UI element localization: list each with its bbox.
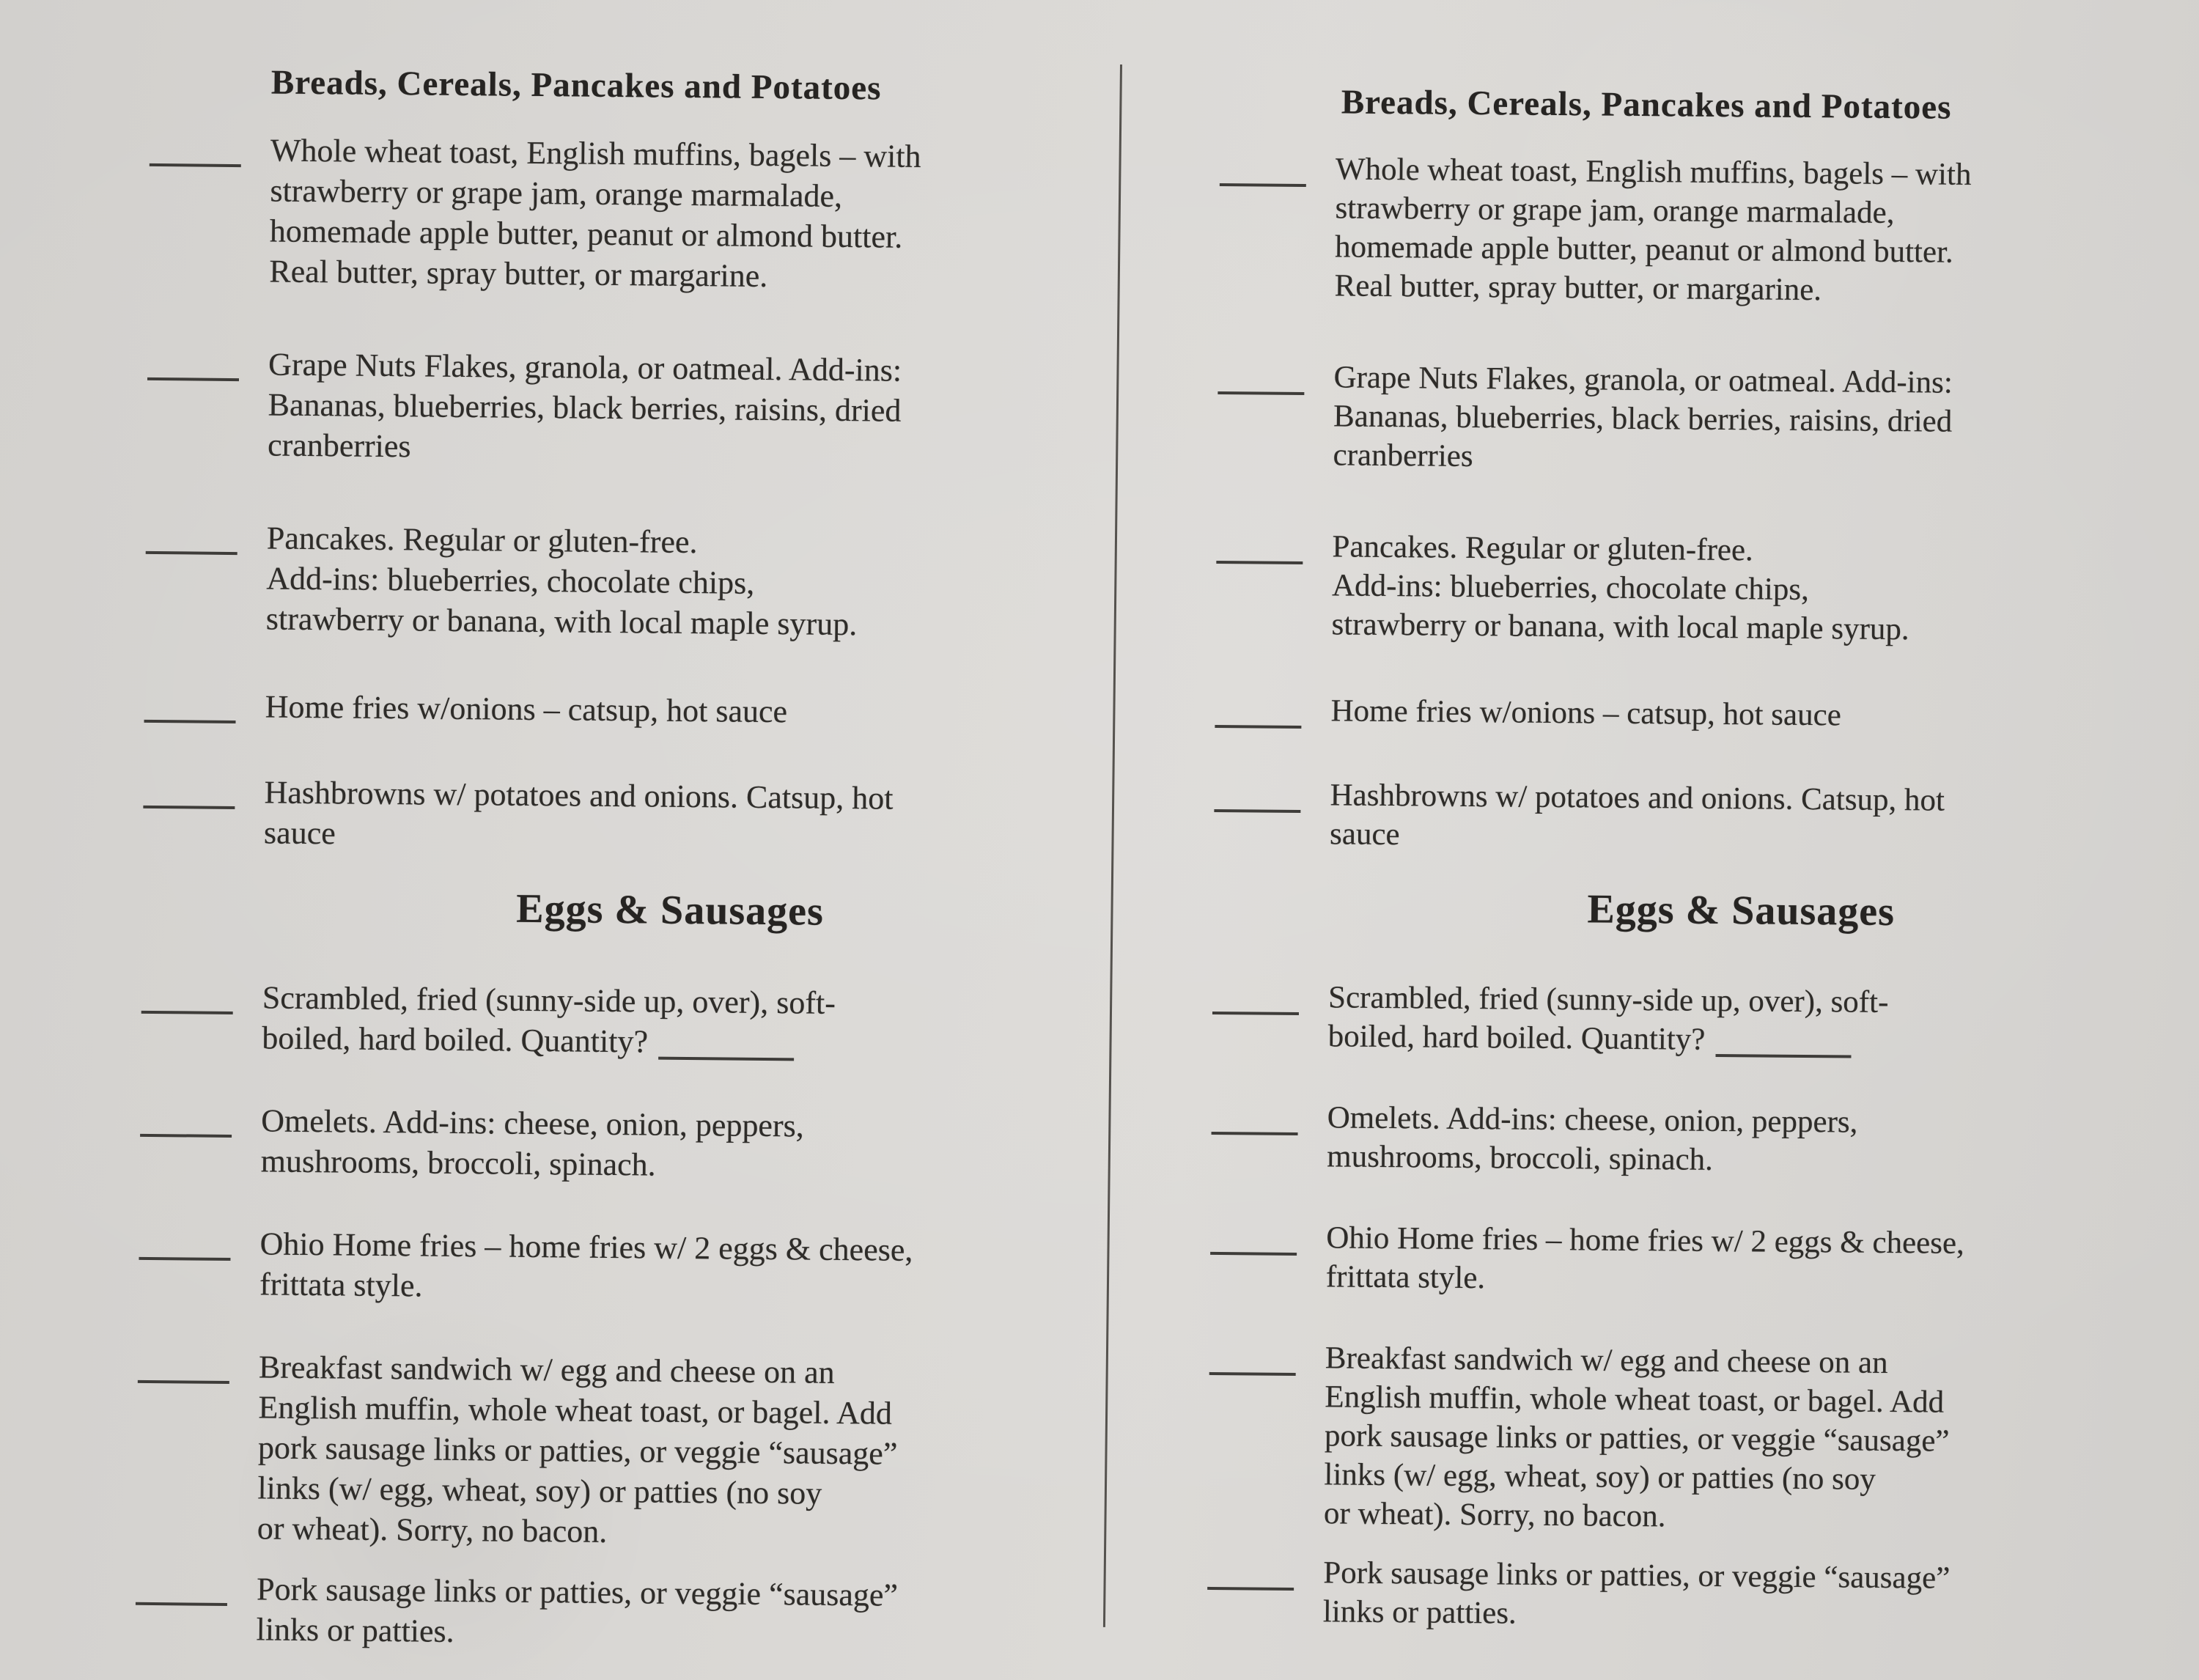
- menu-item: [139, 771, 1078, 861]
- fill-in-blank-line: [1210, 1217, 1297, 1256]
- menu-item: [1207, 1217, 2145, 1303]
- item-line: [1334, 266, 1970, 311]
- item-line-text: boiled, hard boiled. Quantity?: [1327, 1019, 1706, 1057]
- item-line-text: or wheat). Sorry, no bacon.: [257, 1510, 608, 1550]
- item-line: [1327, 1017, 1888, 1061]
- item-line-text: strawberry or grape jam, orange marmalade,: [1335, 191, 1895, 231]
- menu-item: [140, 685, 1078, 734]
- item-line-text: Bananas, blueberries, black berries, raisins, dried: [268, 386, 902, 429]
- menu-item: [144, 129, 1084, 299]
- item-line: [257, 1569, 898, 1615]
- item-line-text: sauce: [1329, 817, 1400, 852]
- item-line-text: pork sausage links or patties, or veggie “sausage”: [257, 1429, 898, 1472]
- item-text: [1323, 1553, 1951, 1636]
- item-line: [259, 1223, 913, 1270]
- fill-in-blank-line: [138, 1346, 229, 1384]
- item-line: [262, 977, 836, 1023]
- column-divider-line: [1103, 65, 1122, 1627]
- menu-item: [1213, 357, 2152, 482]
- item-line-text: Real butter, spray butter, or margarine.: [1334, 268, 1822, 308]
- item-line: [1335, 227, 1971, 272]
- item-line-text: boiled, hard boiled. Quantity?: [262, 1020, 649, 1060]
- item-line: [268, 344, 902, 390]
- item-line-text: Real butter, spray butter, or margarine.: [269, 253, 768, 294]
- menu-item: [1204, 1552, 2143, 1638]
- item-line: [260, 1141, 803, 1186]
- item-line-text: pork sausage links or patties, or veggie “sausage”: [1324, 1418, 1950, 1459]
- fill-in-blank-line: [1212, 1097, 1298, 1135]
- item-text: [266, 517, 858, 644]
- item-line: [1327, 1137, 1857, 1180]
- item-line: [267, 517, 858, 564]
- item-line: [264, 772, 893, 818]
- item-line-text: homemade apple butter, peanut or almond butter.: [269, 213, 903, 255]
- item-line: [264, 812, 893, 858]
- item-line: [1335, 188, 1971, 233]
- item-text: [268, 344, 902, 471]
- menu-item: [136, 1099, 1075, 1189]
- item-line-text: links (w/ egg, wheat, soy) or patties (no soy: [257, 1470, 822, 1511]
- section-title-eggs: Eggs & Sausages: [1587, 886, 1896, 935]
- item-line: [261, 1100, 804, 1146]
- menu-item: [137, 976, 1076, 1066]
- item-text: [1327, 1098, 1858, 1180]
- item-line-text: Omelets. Add-ins: cheese, onion, peppers,: [261, 1102, 805, 1144]
- item-line-text: Pancakes. Regular or gluten-free.: [266, 520, 698, 561]
- item-line-text: frittata style.: [259, 1266, 423, 1304]
- item-line: [258, 1387, 898, 1433]
- item-line: [1333, 358, 1953, 402]
- fill-in-blank-line: [143, 771, 235, 809]
- item-text: [269, 130, 921, 298]
- item-line-text: Add-ins: blueberries, chocolate chips,: [266, 560, 755, 601]
- item-line-text: Ohio Home fries – home fries w/ 2 eggs & cheese,: [259, 1226, 913, 1268]
- item-line: [259, 1264, 913, 1311]
- item-text: [1333, 358, 1953, 479]
- item-line-text: frittata style.: [1325, 1259, 1486, 1296]
- item-line-text: Omelets. Add-ins: cheese, onion, peppers,: [1327, 1100, 1858, 1140]
- item-line: [256, 1609, 897, 1655]
- item-line-text: Breakfast sandwich w/ egg and cheese on an: [1325, 1341, 1888, 1381]
- section-title-eggs: Eggs & Sausages: [516, 885, 825, 935]
- fill-in-blank-line: [139, 1223, 230, 1261]
- fill-in-blank-line: [136, 1568, 227, 1606]
- menu-item: [131, 1568, 1070, 1657]
- fill-in-blank-line: [147, 343, 239, 381]
- item-line-text: strawberry or grape jam, orange marmalade,: [270, 172, 843, 214]
- item-line: [259, 1346, 899, 1393]
- quantity-blank-line: [658, 1035, 794, 1061]
- item-line-text: strawberry or banana, with local maple syrup.: [1331, 607, 1909, 647]
- item-line: [1328, 978, 1889, 1022]
- item-line-text: links or patties.: [256, 1611, 454, 1649]
- item-line-text: Scrambled, fried (sunny-side up, over), soft-: [262, 979, 836, 1021]
- fill-in-blank-line: [150, 129, 241, 167]
- item-line: [1323, 1592, 1950, 1636]
- item-text: [264, 772, 894, 858]
- fill-in-blank-line: [1215, 690, 1301, 729]
- menu-item: [1211, 690, 2149, 737]
- item-line: [1325, 1377, 1950, 1421]
- fill-in-blank-line: [1207, 1552, 1294, 1591]
- menu-item: [1215, 149, 2154, 312]
- item-line: [1330, 814, 1945, 858]
- item-line: [1332, 566, 1910, 610]
- item-line: [257, 1467, 897, 1514]
- item-line: [269, 251, 920, 298]
- item-line: [1326, 1257, 1964, 1302]
- item-line: [1333, 435, 1952, 479]
- item-text: [1330, 775, 1945, 858]
- fill-in-blank-line: [1216, 526, 1303, 564]
- section-title-breads: Breads, Cereals, Pancakes and Potatoes: [270, 63, 882, 108]
- item-text: [1330, 691, 1841, 734]
- menu-item: [141, 517, 1081, 646]
- fill-in-blank-line: [1209, 1338, 1296, 1376]
- menu-item: [1212, 526, 2151, 651]
- fill-in-blank-line: [146, 517, 237, 555]
- item-text: [1324, 1338, 1951, 1538]
- item-line-text: Pork sausage links or patties, or veggie “sausage”: [256, 1571, 899, 1613]
- item-line-text: cranberries: [1333, 438, 1473, 474]
- fill-in-blank-line: [1214, 775, 1300, 813]
- item-line-text: Pork sausage links or patties, or veggie “sausage”: [1323, 1555, 1951, 1596]
- menu-item: [133, 1346, 1073, 1556]
- item-line: [1325, 1338, 1951, 1382]
- item-line: [258, 1427, 898, 1473]
- item-text: [259, 1223, 913, 1311]
- item-line-text: Breakfast sandwich w/ egg and cheese on an: [258, 1349, 835, 1390]
- item-text: [257, 1346, 899, 1554]
- item-line: [1330, 691, 1841, 734]
- item-line: [266, 598, 858, 644]
- item-line: [268, 424, 901, 471]
- item-line-text: Whole wheat toast, English muffins, bagels – with: [270, 132, 921, 174]
- menu-item: [1210, 775, 2149, 861]
- item-line: [1324, 1494, 1949, 1538]
- item-line-text: links or patties.: [1322, 1594, 1517, 1631]
- menu-column-left: [131, 0, 1086, 1657]
- item-line-text: links (w/ egg, wheat, soy) or patties (no soy: [1324, 1457, 1876, 1497]
- item-line-text: Home fries w/onions – catsup, hot sauce: [265, 688, 788, 730]
- item-line: [262, 1017, 836, 1064]
- item-line-text: Scrambled, fried (sunny-side up, over), soft-: [1327, 980, 1889, 1020]
- item-line: [270, 170, 921, 217]
- menu-item: [1208, 977, 2147, 1063]
- item-line: [1326, 1218, 1964, 1263]
- fill-in-blank-line: [1218, 357, 1304, 395]
- item-line: [257, 1508, 897, 1554]
- item-line-text: strawberry or banana, with local maple syrup.: [265, 600, 858, 643]
- item-line-text: Add-ins: blueberries, chocolate chips,: [1331, 568, 1810, 608]
- item-text: [260, 1100, 804, 1186]
- item-line: [265, 686, 787, 732]
- item-line-text: Grape Nuts Flakes, granola, or oatmeal. Add-ins:: [1333, 360, 1953, 400]
- item-line: [1330, 775, 1945, 819]
- item-text: [265, 686, 787, 732]
- item-line-text: Whole wheat toast, English muffins, bagels – with: [1335, 152, 1972, 192]
- item-line: [268, 384, 901, 430]
- item-line-text: homemade apple butter, peanut or almond butter.: [1334, 229, 1953, 270]
- item-line: [1336, 150, 1972, 194]
- item-line: [1325, 1416, 1950, 1460]
- item-line-text: Ohio Home fries – home fries w/ 2 eggs & cheese,: [1326, 1220, 1965, 1261]
- item-line: [1324, 1455, 1949, 1499]
- item-line: [1333, 397, 1953, 441]
- item-line-text: Grape Nuts Flakes, granola, or oatmeal. Add-ins:: [268, 346, 902, 388]
- item-text: [1334, 150, 1971, 311]
- item-line: [1331, 605, 1909, 649]
- item-text: [1327, 978, 1888, 1061]
- menu-column-right: [1204, 0, 2156, 1638]
- item-text: [256, 1569, 898, 1655]
- item-line: [266, 558, 858, 604]
- item-line: [1327, 1098, 1858, 1141]
- fill-in-blank-line: [1212, 977, 1299, 1015]
- item-text: [262, 977, 836, 1064]
- item-line: [270, 130, 921, 177]
- fill-in-blank-line: [140, 1099, 232, 1138]
- menu-item: [1207, 1097, 2146, 1183]
- item-line-text: mushrooms, broccoli, spinach.: [1327, 1139, 1714, 1177]
- item-line-text: cranberries: [267, 427, 411, 465]
- menu-item: [143, 343, 1083, 473]
- item-line: [270, 210, 921, 257]
- item-line-text: mushrooms, broccoli, spinach.: [260, 1143, 656, 1183]
- item-text: [1331, 527, 1909, 649]
- item-line-text: English muffin, whole wheat toast, or bagel. Add: [258, 1389, 893, 1432]
- item-text: [1326, 1218, 1964, 1302]
- section-title-breads: Breads, Cereals, Pancakes and Potatoes: [1341, 83, 1952, 127]
- fill-in-blank-line: [141, 976, 233, 1014]
- quantity-blank-line: [1715, 1032, 1851, 1058]
- item-line: [1332, 527, 1910, 571]
- item-line-text: sauce: [263, 814, 336, 852]
- menu-item: [135, 1223, 1074, 1312]
- item-line-text: Hashbrowns w/ potatoes and onions. Catsup, hot: [264, 774, 894, 817]
- item-line-text: English muffin, whole wheat toast, or bagel. Add: [1325, 1379, 1945, 1420]
- fill-in-blank-line: [1220, 149, 1306, 187]
- item-line: [1323, 1553, 1950, 1597]
- item-line-text: Home fries w/onions – catsup, hot sauce: [1330, 693, 1841, 733]
- item-line-text: Pancakes. Regular or gluten-free.: [1332, 529, 1754, 568]
- menu-item: [1204, 1338, 2144, 1540]
- item-line-text: Hashbrowns w/ potatoes and onions. Catsup, hot: [1330, 778, 1945, 818]
- item-line-text: Bananas, blueberries, black berries, raisins, dried: [1333, 399, 1953, 439]
- item-line-text: or wheat). Sorry, no bacon.: [1323, 1496, 1666, 1534]
- fill-in-blank-line: [144, 685, 235, 723]
